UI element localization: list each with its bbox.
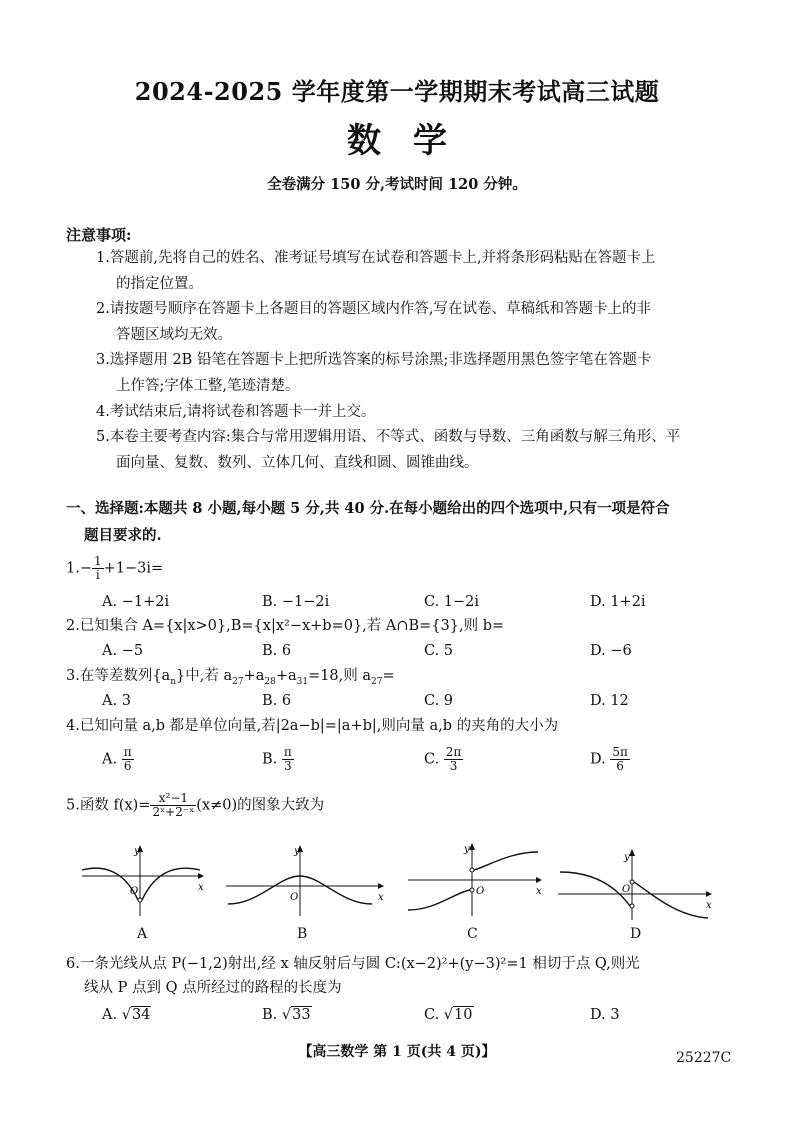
graph-c [406,842,546,918]
q6-option-c: C. √10 [424,1007,473,1023]
notice-item-2: 2.请按题号顺序在答题卡上各题目的答题区域内作答,写在试卷、草稿纸和答题卡上的非 [96,301,651,317]
graph-b [224,842,388,918]
notice-item-2-cont: 答题区域均无效。 [116,327,232,343]
section-heading: 一、选择题:本题共 8 小题,每小题 5 分,共 40 分.在每小题给出的四个选项中,只有一项是符合 [66,500,670,517]
q4-option-c: C. $\frac{2\pi}{3}$ [424,745,462,773]
full-mark-info: 全卷满分 150 分,考试时间 120 分钟。 [267,176,527,193]
q6-option-a: A. √34 [102,1007,151,1023]
q1-option-b: B. −1−2i [262,594,330,610]
question-5: 5.函数 f(x)= $\frac{\text{x²−1}}{\text{2ˣ+2⁻ˣ}}$ (x≠0)的图象大致为 [66,791,325,819]
graph-label-d: D [630,926,642,942]
graph-d-x-label: x [706,900,712,911]
question-1: 1.− $\frac{1}{i}$ +1−3i= [66,554,164,582]
page-footer: 【高三数学 第 1 页(共 4 页)】 [298,1044,496,1060]
subject-title: 数学 [347,121,479,161]
graph-b-origin-label: O [290,892,299,903]
graph-d [556,842,716,922]
notice-heading: 注意事项: [66,226,132,244]
question-6-cont: 线从 P 点到 Q 点所经过的路程的长度为 [84,980,342,996]
notice-item-5-cont: 面向量、复数、数列、立体几何、直线和圆、圆锥曲线。 [116,455,479,471]
section-heading-cont: 题目要求的. [84,527,162,544]
question-2: 2.已知集合 A={x|x>0},B={x|x²−x+b=0},若 A∩B={3},则 b= [66,618,505,634]
exam-title: 2024-2025 学年度第一学期期末考试高三试题 [134,77,660,106]
q3-option-b: B. 6 [262,693,292,709]
q4-option-b: B. $\frac{\pi}{3}$ [262,745,292,773]
exam-code: 25227C [676,1050,732,1066]
question-3: 3.在等差数列$\{a_n\}$中,若 $a_{27}+a_{28}+a_{31}=18$,则 $a_{27}=$ [66,668,395,687]
graph-d-origin-label: O [622,884,631,895]
graph-label-a: A [137,926,148,942]
notice-item-1: 1.答题前,先将自己的姓名、准考证号填写在试卷和答题卡上,并将条形码粘贴在答题卡上 [96,250,656,266]
graph-label-b: B [297,926,308,942]
graph-b-y-label: y [294,846,300,857]
notice-item-4: 4.考试结束后,请将试卷和答题卡一并上交。 [96,404,376,420]
q1-option-a: A. −1+2i [102,594,170,610]
q4-option-d: D. $\frac{5\pi}{6}$ [590,745,628,773]
graph-a-origin-label: O [130,886,139,897]
graph-c-x-label: x [536,886,542,897]
q3-option-c: C. 9 [424,693,454,709]
q2-option-c: C. 5 [424,643,454,659]
notice-item-5: 5.本卷主要考查内容:集合与常用逻辑用语、不等式、函数与导数、三角函数与解三角形、平 [96,429,681,445]
q2-option-a: A. −5 [102,643,144,659]
q6-option-b: B. √33 [262,1007,311,1023]
graph-b-x-label: x [378,892,384,903]
graph-label-c: C [467,926,478,942]
q6-option-d: D. 3 [590,1007,620,1023]
notice-item-1-cont: 的指定位置。 [116,276,203,292]
q2-option-d: D. −6 [590,643,632,659]
graph-a-y-label: y [134,846,140,857]
q3-option-d: D. 12 [590,693,629,709]
graph-a-x-label: x [198,882,204,893]
q2-option-b: B. 6 [262,643,292,659]
graph-a [80,842,210,918]
graph-c-y-label: y [464,844,470,855]
q1-option-d: D. 1+2i [590,594,646,610]
q1-option-c: C. 1−2i [424,594,480,610]
notice-item-3: 3.选择题用 2B 铅笔在答题卡上把所选答案的标号涂黑;非选择题用黑色签字笔在答题卡 [96,352,652,368]
question-4: 4.已知向量 a,b 都是单位向量,若|2a−b|=|a+b|,则向量 a,b 的夹角的大小为 [66,718,559,734]
question-6: 6.一条光线从点 P(−1,2)射出,经 x 轴反射后与圆 C:(x−2)²+(y−3)²=1 相切于点 Q,则光 [66,956,640,972]
notice-item-3-cont: 上作答;字体工整,笔迹清楚。 [116,378,300,394]
q4-option-a: A. $\frac{\pi}{6}$ [102,745,132,773]
graph-d-y-label: y [624,852,630,863]
graph-c-origin-label: O [476,886,485,897]
q3-option-a: A. 3 [102,693,131,709]
